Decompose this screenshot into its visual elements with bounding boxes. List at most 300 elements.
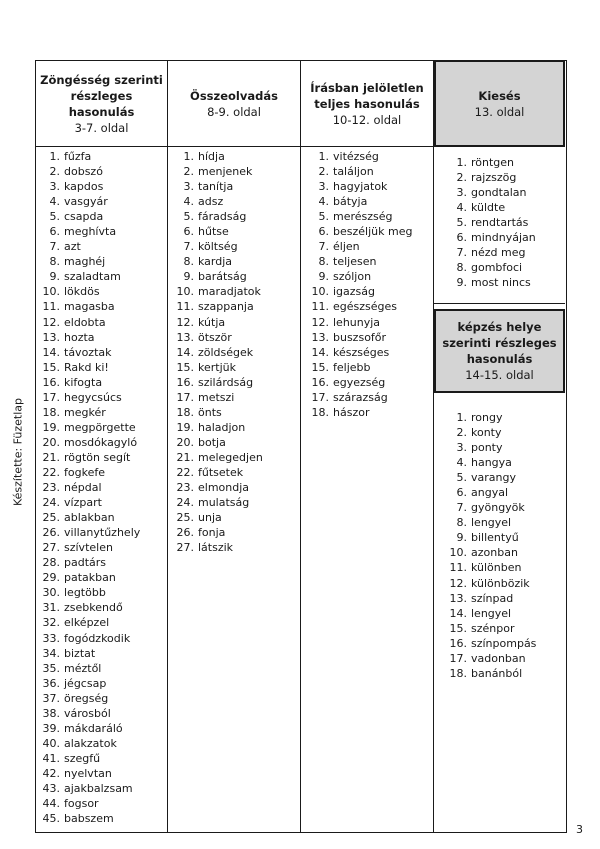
side-label <box>3 392 33 512</box>
word-item <box>37 721 140 736</box>
item-number: 2. <box>183 165 194 179</box>
item-number: 4. <box>456 201 467 215</box>
item-word: ablakban <box>64 511 115 525</box>
item-word: különben <box>471 561 522 575</box>
item-number: 2. <box>318 165 329 179</box>
item-word: azonban <box>471 546 518 560</box>
header-pages: 8-9. oldal <box>207 104 261 119</box>
word-item <box>164 224 263 239</box>
item-word: teljesen <box>333 255 377 269</box>
word-item <box>164 345 263 360</box>
word-table <box>35 60 567 833</box>
item-word: éljen <box>333 240 360 254</box>
section-divider <box>434 303 565 304</box>
word-item <box>444 591 536 606</box>
item-word: vadonban <box>471 651 526 665</box>
item-word: szárazság <box>333 390 388 404</box>
item-number: 7. <box>456 501 467 515</box>
item-number: 9. <box>318 270 329 284</box>
item-word: szénpor <box>471 621 515 635</box>
item-word: babszem <box>64 812 114 826</box>
word-item <box>37 600 140 615</box>
word-item <box>444 651 536 666</box>
word-item <box>164 284 263 299</box>
item-word: látszik <box>198 541 234 555</box>
item-number: 43. <box>42 781 60 795</box>
word-item <box>444 200 536 215</box>
word-item <box>37 179 140 194</box>
word-item <box>444 470 536 485</box>
item-word: szóljon <box>333 270 372 284</box>
word-item <box>444 275 536 290</box>
item-number: 25. <box>42 511 60 525</box>
item-word: merészség <box>333 210 393 224</box>
item-word: megkér <box>64 405 106 419</box>
item-number: 12. <box>176 315 194 329</box>
item-word: kardja <box>198 255 233 269</box>
item-word: rajzszög <box>471 171 517 185</box>
item-number: 18. <box>311 405 329 419</box>
word-item <box>444 560 536 575</box>
item-word: népdal <box>64 481 102 495</box>
word-item <box>37 194 140 209</box>
word-list <box>444 410 536 681</box>
word-item <box>37 661 140 676</box>
word-item <box>306 405 412 420</box>
item-word: ponty <box>471 441 503 455</box>
word-item <box>164 299 263 314</box>
item-number: 6. <box>456 231 467 245</box>
item-number: 14. <box>449 606 467 620</box>
item-number: 10. <box>311 285 329 299</box>
item-word: mindnyájan <box>471 231 536 245</box>
item-number: 29. <box>42 571 60 585</box>
item-word: rendtartás <box>471 216 529 230</box>
item-word: ajakbalzsam <box>64 781 133 795</box>
word-item <box>37 209 140 224</box>
item-word: villanytűzhely <box>64 526 141 540</box>
item-number: 17. <box>176 390 194 404</box>
item-number: 42. <box>42 766 60 780</box>
item-number: 15. <box>176 360 194 374</box>
item-word: melegedjen <box>198 450 263 464</box>
item-word: mákdaráló <box>64 721 123 735</box>
item-number: 11. <box>449 561 467 575</box>
item-number: 25. <box>176 511 194 525</box>
item-word: fogkefe <box>64 465 105 479</box>
word-item <box>164 390 263 405</box>
item-number: 2. <box>456 426 467 440</box>
column-elision-and-place <box>434 61 565 832</box>
word-item <box>306 224 412 239</box>
word-item <box>306 254 412 269</box>
item-number: 21. <box>176 450 194 464</box>
word-item <box>306 330 412 345</box>
item-number: 1. <box>456 411 467 424</box>
item-word: eldobta <box>64 315 106 329</box>
item-word: lökdös <box>64 285 100 299</box>
item-number: 16. <box>311 375 329 389</box>
item-word: fűzfa <box>64 150 92 163</box>
item-word: küldte <box>471 201 506 215</box>
item-word: azt <box>64 240 81 254</box>
item-number: 11. <box>311 300 329 314</box>
item-word: szilárdság <box>198 375 254 389</box>
header-title-line: teljes hasonulás <box>314 96 420 111</box>
item-number: 8. <box>318 255 329 269</box>
item-word: Rakd ki! <box>64 360 109 374</box>
word-item <box>306 360 412 375</box>
item-number: 3. <box>456 186 467 200</box>
word-item <box>164 209 263 224</box>
item-word: szívtelen <box>64 541 113 555</box>
item-word: hűtse <box>198 225 229 239</box>
item-number: 34. <box>42 646 60 660</box>
item-word: jégcsap <box>64 676 107 690</box>
item-number: 6. <box>456 486 467 500</box>
item-number: 7. <box>183 240 194 254</box>
item-number: 23. <box>42 481 60 495</box>
item-number: 7. <box>456 246 467 260</box>
word-item <box>37 781 140 796</box>
word-item <box>444 515 536 530</box>
word-item <box>164 194 263 209</box>
item-word: szappanja <box>198 300 254 314</box>
item-word: nyelvtan <box>64 766 112 780</box>
item-word: rongy <box>471 411 503 424</box>
item-word: legtöbb <box>64 586 106 600</box>
item-number: 15. <box>449 621 467 635</box>
item-word: fűtsetek <box>198 465 244 479</box>
item-number: 5. <box>49 210 60 224</box>
item-number: 1. <box>456 156 467 169</box>
item-word: patakban <box>64 571 116 585</box>
item-number: 39. <box>42 721 60 735</box>
item-word: fonja <box>198 526 226 540</box>
item-number: 17. <box>311 390 329 404</box>
item-number: 21. <box>42 450 60 464</box>
item-word: hozta <box>64 330 95 344</box>
item-number: 22. <box>42 465 60 479</box>
item-number: 14. <box>42 345 60 359</box>
item-number: 16. <box>42 375 60 389</box>
item-number: 9. <box>456 531 467 545</box>
word-item <box>37 420 140 435</box>
item-number: 6. <box>49 225 60 239</box>
item-number: 2. <box>456 171 467 185</box>
word-item <box>164 435 263 450</box>
item-number: 5. <box>183 210 194 224</box>
item-number: 7. <box>49 240 60 254</box>
item-word: menjenek <box>198 165 253 179</box>
word-item <box>444 455 536 470</box>
item-number: 3. <box>318 180 329 194</box>
word-item <box>306 299 412 314</box>
word-item <box>37 691 140 706</box>
item-word: vasgyár <box>64 195 108 209</box>
word-item <box>37 164 140 179</box>
word-item <box>164 149 263 164</box>
word-item <box>37 360 140 375</box>
word-item <box>37 615 140 630</box>
word-item <box>37 149 140 164</box>
item-word: nézd meg <box>471 246 526 260</box>
word-item <box>37 525 140 540</box>
header-pages: 10-12. oldal <box>332 112 402 127</box>
item-word: hídja <box>198 150 225 163</box>
item-number: 10. <box>42 285 60 299</box>
word-item <box>164 420 263 435</box>
word-item <box>444 425 536 440</box>
column-header <box>36 61 167 147</box>
word-item <box>37 646 140 661</box>
word-item <box>37 465 140 480</box>
word-item <box>37 435 140 450</box>
item-number: 32. <box>42 616 60 630</box>
word-item <box>37 390 140 405</box>
word-item <box>164 254 263 269</box>
item-number: 16. <box>449 636 467 650</box>
word-item <box>444 440 536 455</box>
item-number: 40. <box>42 736 60 750</box>
item-number: 1. <box>183 150 194 163</box>
column-header <box>301 61 433 147</box>
word-item <box>164 480 263 495</box>
item-word: egyezség <box>333 375 386 389</box>
item-word: röntgen <box>471 156 515 169</box>
item-word: fáradság <box>198 210 247 224</box>
item-word: billentyű <box>471 531 519 545</box>
item-word: magasba <box>64 300 115 314</box>
item-word: szegfű <box>64 751 101 765</box>
item-number: 5. <box>318 210 329 224</box>
item-word: elképzel <box>64 616 110 630</box>
item-word: hangya <box>471 456 512 470</box>
item-word: barátság <box>198 270 247 284</box>
word-item <box>444 666 536 681</box>
word-item <box>444 500 536 515</box>
item-number: 20. <box>176 435 194 449</box>
item-word: találjon <box>333 165 374 179</box>
item-number: 1. <box>49 150 60 163</box>
item-word: színpompás <box>471 636 537 650</box>
item-number: 19. <box>42 420 60 434</box>
item-word: szaladtam <box>64 270 121 284</box>
item-number: 22. <box>176 465 194 479</box>
item-word: hászor <box>333 405 370 419</box>
item-word: kifogta <box>64 375 103 389</box>
header-title-line: Írásban jelöletlen <box>310 80 424 95</box>
item-number: 30. <box>42 586 60 600</box>
item-word: készséges <box>333 345 390 359</box>
item-number: 9. <box>456 276 467 290</box>
word-item <box>444 260 536 275</box>
item-word: egészséges <box>333 300 398 314</box>
item-word: beszéljük meg <box>333 225 413 239</box>
word-item <box>37 375 140 390</box>
header-title-line: képzés helye <box>457 320 542 334</box>
item-word: kútja <box>198 315 226 329</box>
item-number: 36. <box>42 676 60 690</box>
item-number: 13. <box>42 330 60 344</box>
item-word: hegycsúcs <box>64 390 122 404</box>
side-label-text: Készítette: Füzetlap <box>11 397 25 507</box>
column-voicing <box>36 61 168 832</box>
word-item <box>306 375 412 390</box>
section-header-elision <box>434 60 565 147</box>
word-item <box>444 530 536 545</box>
word-item <box>37 224 140 239</box>
word-item <box>444 215 536 230</box>
word-item <box>37 450 140 465</box>
item-number: 18. <box>42 405 60 419</box>
word-item <box>37 676 140 691</box>
item-number: 15. <box>311 360 329 374</box>
word-item <box>444 545 536 560</box>
item-number: 3. <box>49 180 60 194</box>
item-word: bátyja <box>333 195 368 209</box>
item-word: padtárs <box>64 556 107 570</box>
word-item <box>306 390 412 405</box>
item-number: 38. <box>42 706 60 720</box>
word-list <box>37 149 140 826</box>
word-item <box>37 315 140 330</box>
item-number: 27. <box>176 541 194 555</box>
word-item <box>444 576 536 591</box>
item-word: hagyjatok <box>333 180 388 194</box>
word-item <box>164 164 263 179</box>
word-item <box>444 636 536 651</box>
item-number: 16. <box>176 375 194 389</box>
item-number: 17. <box>42 390 60 404</box>
item-number: 19. <box>176 420 194 434</box>
item-number: 11. <box>176 300 194 314</box>
item-word: maradjatok <box>198 285 261 299</box>
word-item <box>306 164 412 179</box>
item-word: haladjon <box>198 420 246 434</box>
column-unmarked-assimilation <box>301 61 434 832</box>
word-item <box>444 410 536 425</box>
word-item <box>164 405 263 420</box>
item-number: 14. <box>311 345 329 359</box>
item-number: 12. <box>42 315 60 329</box>
item-number: 20. <box>42 435 60 449</box>
item-number: 23. <box>176 481 194 495</box>
item-number: 33. <box>42 631 60 645</box>
item-number: 9. <box>49 270 60 284</box>
word-item <box>37 269 140 284</box>
item-number: 41. <box>42 751 60 765</box>
item-number: 13. <box>311 330 329 344</box>
item-number: 17. <box>449 651 467 665</box>
word-item <box>164 269 263 284</box>
item-word: önts <box>198 405 222 419</box>
word-item <box>306 194 412 209</box>
word-item <box>37 254 140 269</box>
word-item <box>444 606 536 621</box>
item-number: 4. <box>49 195 60 209</box>
word-item <box>37 631 140 646</box>
word-item <box>306 345 412 360</box>
item-word: városból <box>64 706 111 720</box>
word-item <box>37 796 140 811</box>
item-word: vitézség <box>333 150 379 163</box>
item-number: 7. <box>318 240 329 254</box>
word-item <box>37 480 140 495</box>
word-item <box>37 555 140 570</box>
item-word: távoztak <box>64 345 112 359</box>
item-word: zsebkendő <box>64 601 123 615</box>
header-title-line: részleges <box>70 88 133 103</box>
word-item <box>164 450 263 465</box>
word-list <box>306 149 412 420</box>
word-item <box>306 209 412 224</box>
word-item <box>444 185 536 200</box>
item-word: fogódzkodik <box>64 631 131 645</box>
item-word: metszi <box>198 390 235 404</box>
item-word: kertjük <box>198 360 236 374</box>
item-word: színpad <box>471 591 514 605</box>
word-item <box>164 375 263 390</box>
item-word: angyal <box>471 486 509 500</box>
item-number: 1. <box>318 150 329 163</box>
item-number: 37. <box>42 691 60 705</box>
item-word: konty <box>471 426 502 440</box>
word-item <box>164 179 263 194</box>
item-word: maghéj <box>64 255 106 269</box>
word-item <box>164 510 263 525</box>
item-number: 12. <box>449 576 467 590</box>
item-number: 4. <box>183 195 194 209</box>
item-number: 26. <box>42 526 60 540</box>
item-number: 5. <box>456 216 467 230</box>
word-item <box>37 751 140 766</box>
item-number: 24. <box>176 496 194 510</box>
item-number: 10. <box>449 546 467 560</box>
item-word: mosdókagyló <box>64 435 138 449</box>
item-number: 13. <box>176 330 194 344</box>
item-number: 35. <box>42 661 60 675</box>
item-number: 4. <box>456 456 467 470</box>
item-word: adsz <box>198 195 224 209</box>
item-word: igazság <box>333 285 376 299</box>
item-number: 11. <box>42 300 60 314</box>
word-item <box>164 540 263 555</box>
item-number: 45. <box>42 812 60 826</box>
item-number: 6. <box>318 225 329 239</box>
item-word: megpörgette <box>64 420 136 434</box>
header-pages: 14-15. oldal <box>465 368 534 382</box>
item-word: feljebb <box>333 360 371 374</box>
item-word: botja <box>198 435 226 449</box>
item-word: mulatság <box>198 496 250 510</box>
item-number: 27. <box>42 541 60 555</box>
item-number: 31. <box>42 601 60 615</box>
item-number: 26. <box>176 526 194 540</box>
section-header-place <box>434 309 565 393</box>
word-item <box>37 299 140 314</box>
word-item <box>444 245 536 260</box>
item-word: öregség <box>64 691 109 705</box>
word-item <box>164 330 263 345</box>
word-item <box>37 239 140 254</box>
word-item <box>37 405 140 420</box>
item-word: varangy <box>471 471 516 485</box>
word-item <box>37 706 140 721</box>
header-title-line: hasonulás <box>466 352 533 366</box>
word-list <box>164 149 263 555</box>
word-item <box>164 465 263 480</box>
